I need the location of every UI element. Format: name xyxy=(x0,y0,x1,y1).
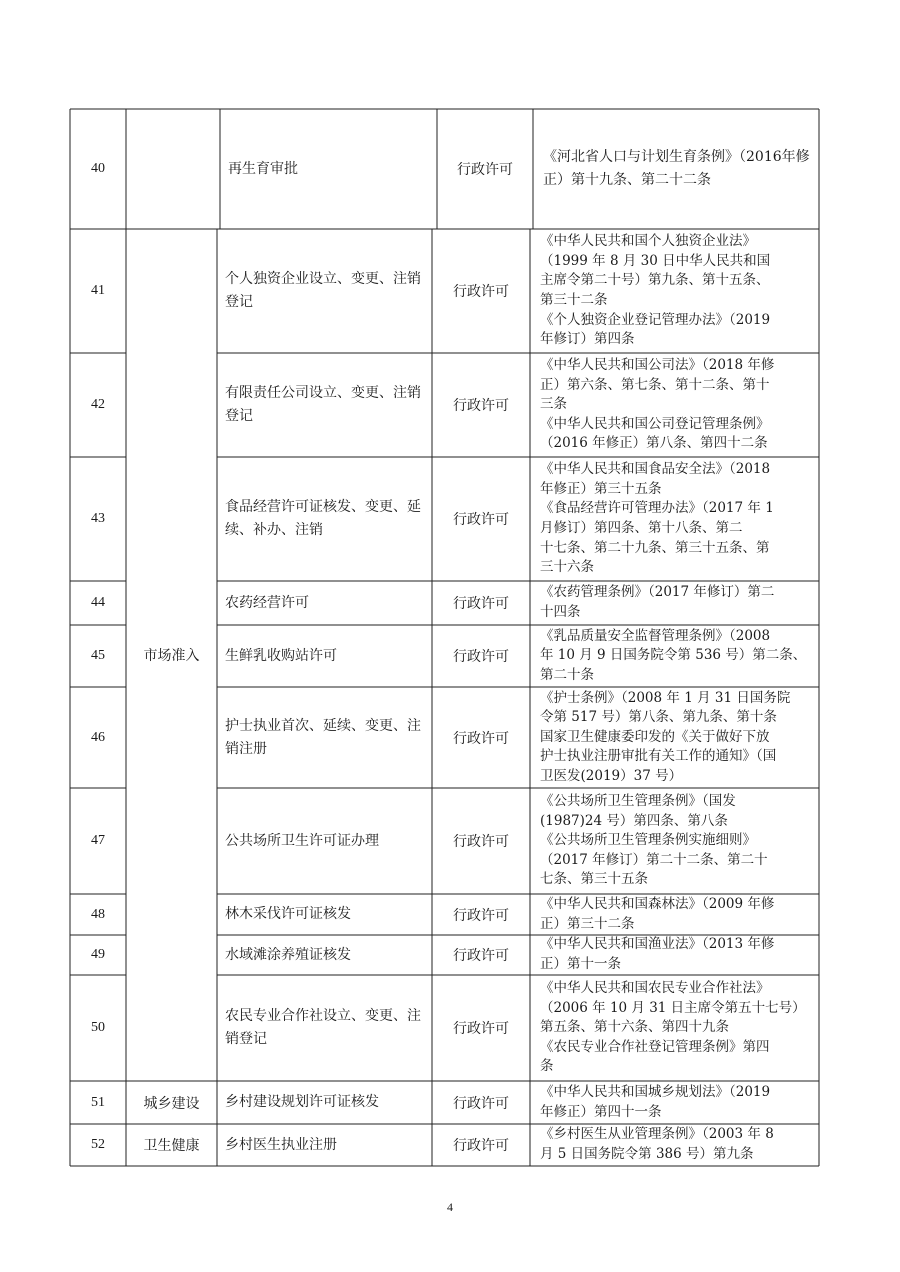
row-basis: 《中华人民共和国森林法》（2009 年修 正）第三十二条 xyxy=(540,895,775,932)
row-number: 46 xyxy=(91,729,105,745)
row-basis: 《中华人民共和国农民专业合作社法》 （2006 年 10 月 31 日主席令第五十七号） 第五条、第十六条、第四十九条 《农民专业合作社登记管理条例》第四 条 xyxy=(540,980,806,1075)
row-type: 行政许可 xyxy=(453,834,509,850)
row-type: 行政许可 xyxy=(453,907,509,924)
row-basis: 《农药管理条例》（2017 年修订）第二 十四条 xyxy=(540,584,775,620)
row-item: 公共场所卫生许可证办理 xyxy=(225,832,379,849)
row-type: 行政许可 xyxy=(453,284,509,300)
row-basis: 《中华人民共和国食品安全法》（2018 年修正）第三十五条 《食品经营许可管理办法》（2017 年 1 月修订）第四条、第十八条、第二 十七条、第二十九条、第三十五条、第 三十六条 xyxy=(540,461,774,576)
row-basis: 《乳品质量安全监督管理条例》（2008 年 10 月 9 日国务院令第 536 号）第二条、 第二十条 xyxy=(540,627,807,683)
row-item: 有限责任公司设立、变更、注销登记 xyxy=(225,385,421,424)
row-number: 41 xyxy=(91,283,105,298)
row-type: 行政许可 xyxy=(453,1138,509,1154)
row-basis: 《中华人民共和国渔业法》（2013 年修 正）第十一条 xyxy=(540,936,775,972)
row-item: 护士执业首次、延续、变更、注销注册 xyxy=(225,717,421,757)
row-item: 再生育审批 xyxy=(228,160,298,177)
row-item: 食品经营许可证核发、变更、延续、补办、注销 xyxy=(225,499,421,538)
row-number: 45 xyxy=(91,648,105,663)
row-basis: 《乡村医生从业管理条例》（2003 年 8 月 5 日国务院令第 386 号）第九条 xyxy=(540,1126,774,1162)
row-number: 50 xyxy=(91,1020,105,1035)
row-number: 49 xyxy=(91,947,105,962)
row-basis: 《公共场所卫生管理条例》（国发 (1987)24 号）第四条、第八条 《公共场所卫生管理条例实施细则》 （2017 年修订）第二十二条、第二十 七条、第三十五条 xyxy=(540,793,768,888)
row-type: 行政许可 xyxy=(453,948,509,964)
row-basis: 《中华人民共和国城乡规划法》（2019 年修正）第四十一条 xyxy=(540,1083,771,1120)
row-number: 48 xyxy=(91,906,105,922)
row-number: 42 xyxy=(91,397,105,412)
row-type: 行政许可 xyxy=(453,1095,509,1112)
row-type: 行政许可 xyxy=(457,162,513,178)
row-number: 47 xyxy=(91,833,105,848)
row-number: 44 xyxy=(91,595,105,610)
row-item: 生鲜乳收购站许可 xyxy=(225,647,337,664)
category-label: 城乡建设 xyxy=(143,1095,200,1112)
row-item: 农药经营许可 xyxy=(225,594,309,611)
row-number: 52 xyxy=(91,1137,105,1152)
row-type: 行政许可 xyxy=(453,649,509,665)
row-number: 43 xyxy=(91,511,105,526)
row-type: 行政许可 xyxy=(453,1021,509,1037)
row-item: 乡村医生执业注册 xyxy=(225,1136,337,1153)
row-number: 51 xyxy=(91,1094,105,1110)
category-label: 卫生健康 xyxy=(143,1138,200,1154)
row-item: 林木采伐许可证核发 xyxy=(225,906,351,922)
row-type: 行政许可 xyxy=(453,596,509,612)
row-item: 水域滩涂养殖证核发 xyxy=(225,946,351,963)
row-type: 行政许可 xyxy=(453,730,509,747)
row-basis: 《护士条例》（2008 年 1 月 31 日国务院 令第 517 号）第八条、第九条、第十条 国家卫生健康委印发的《关于做好下放 护士执业注册审批有关工作的通知》（国 卫医发(2019）37 号） xyxy=(540,689,791,784)
row-number: 40 xyxy=(91,161,105,176)
row-type: 行政许可 xyxy=(453,398,509,414)
row-basis: 《中华人民共和国公司法》（2018 年修 正）第六条、第七条、第十二条、第十 三条 《中华人民共和国公司登记管理条例》 （2016 年修正）第八条、第四十二条 xyxy=(540,357,775,452)
row-item: 农民专业合作社设立、变更、注销登记 xyxy=(225,1008,421,1047)
row-item: 乡村建设规划许可证核发 xyxy=(225,1094,379,1110)
row-item: 个人独资企业设立、变更、注销登记 xyxy=(225,271,421,310)
row-type: 行政许可 xyxy=(453,512,509,528)
row-basis: 《中华人民共和国个人独资企业法》 （1999 年 8 月 30 日中华人民共和国 主席令第二十号）第九条、第十五条、 第三十二条 《个人独资企业登记管理办法》（2019 年修订）第四条 xyxy=(540,233,771,348)
page-number: 4 xyxy=(447,1200,453,1214)
row-basis: 《河北省人口与计划生育条例》（2016年修正）第十九条、第二十二条 xyxy=(543,149,810,188)
category-label: 市场准入 xyxy=(143,648,200,664)
